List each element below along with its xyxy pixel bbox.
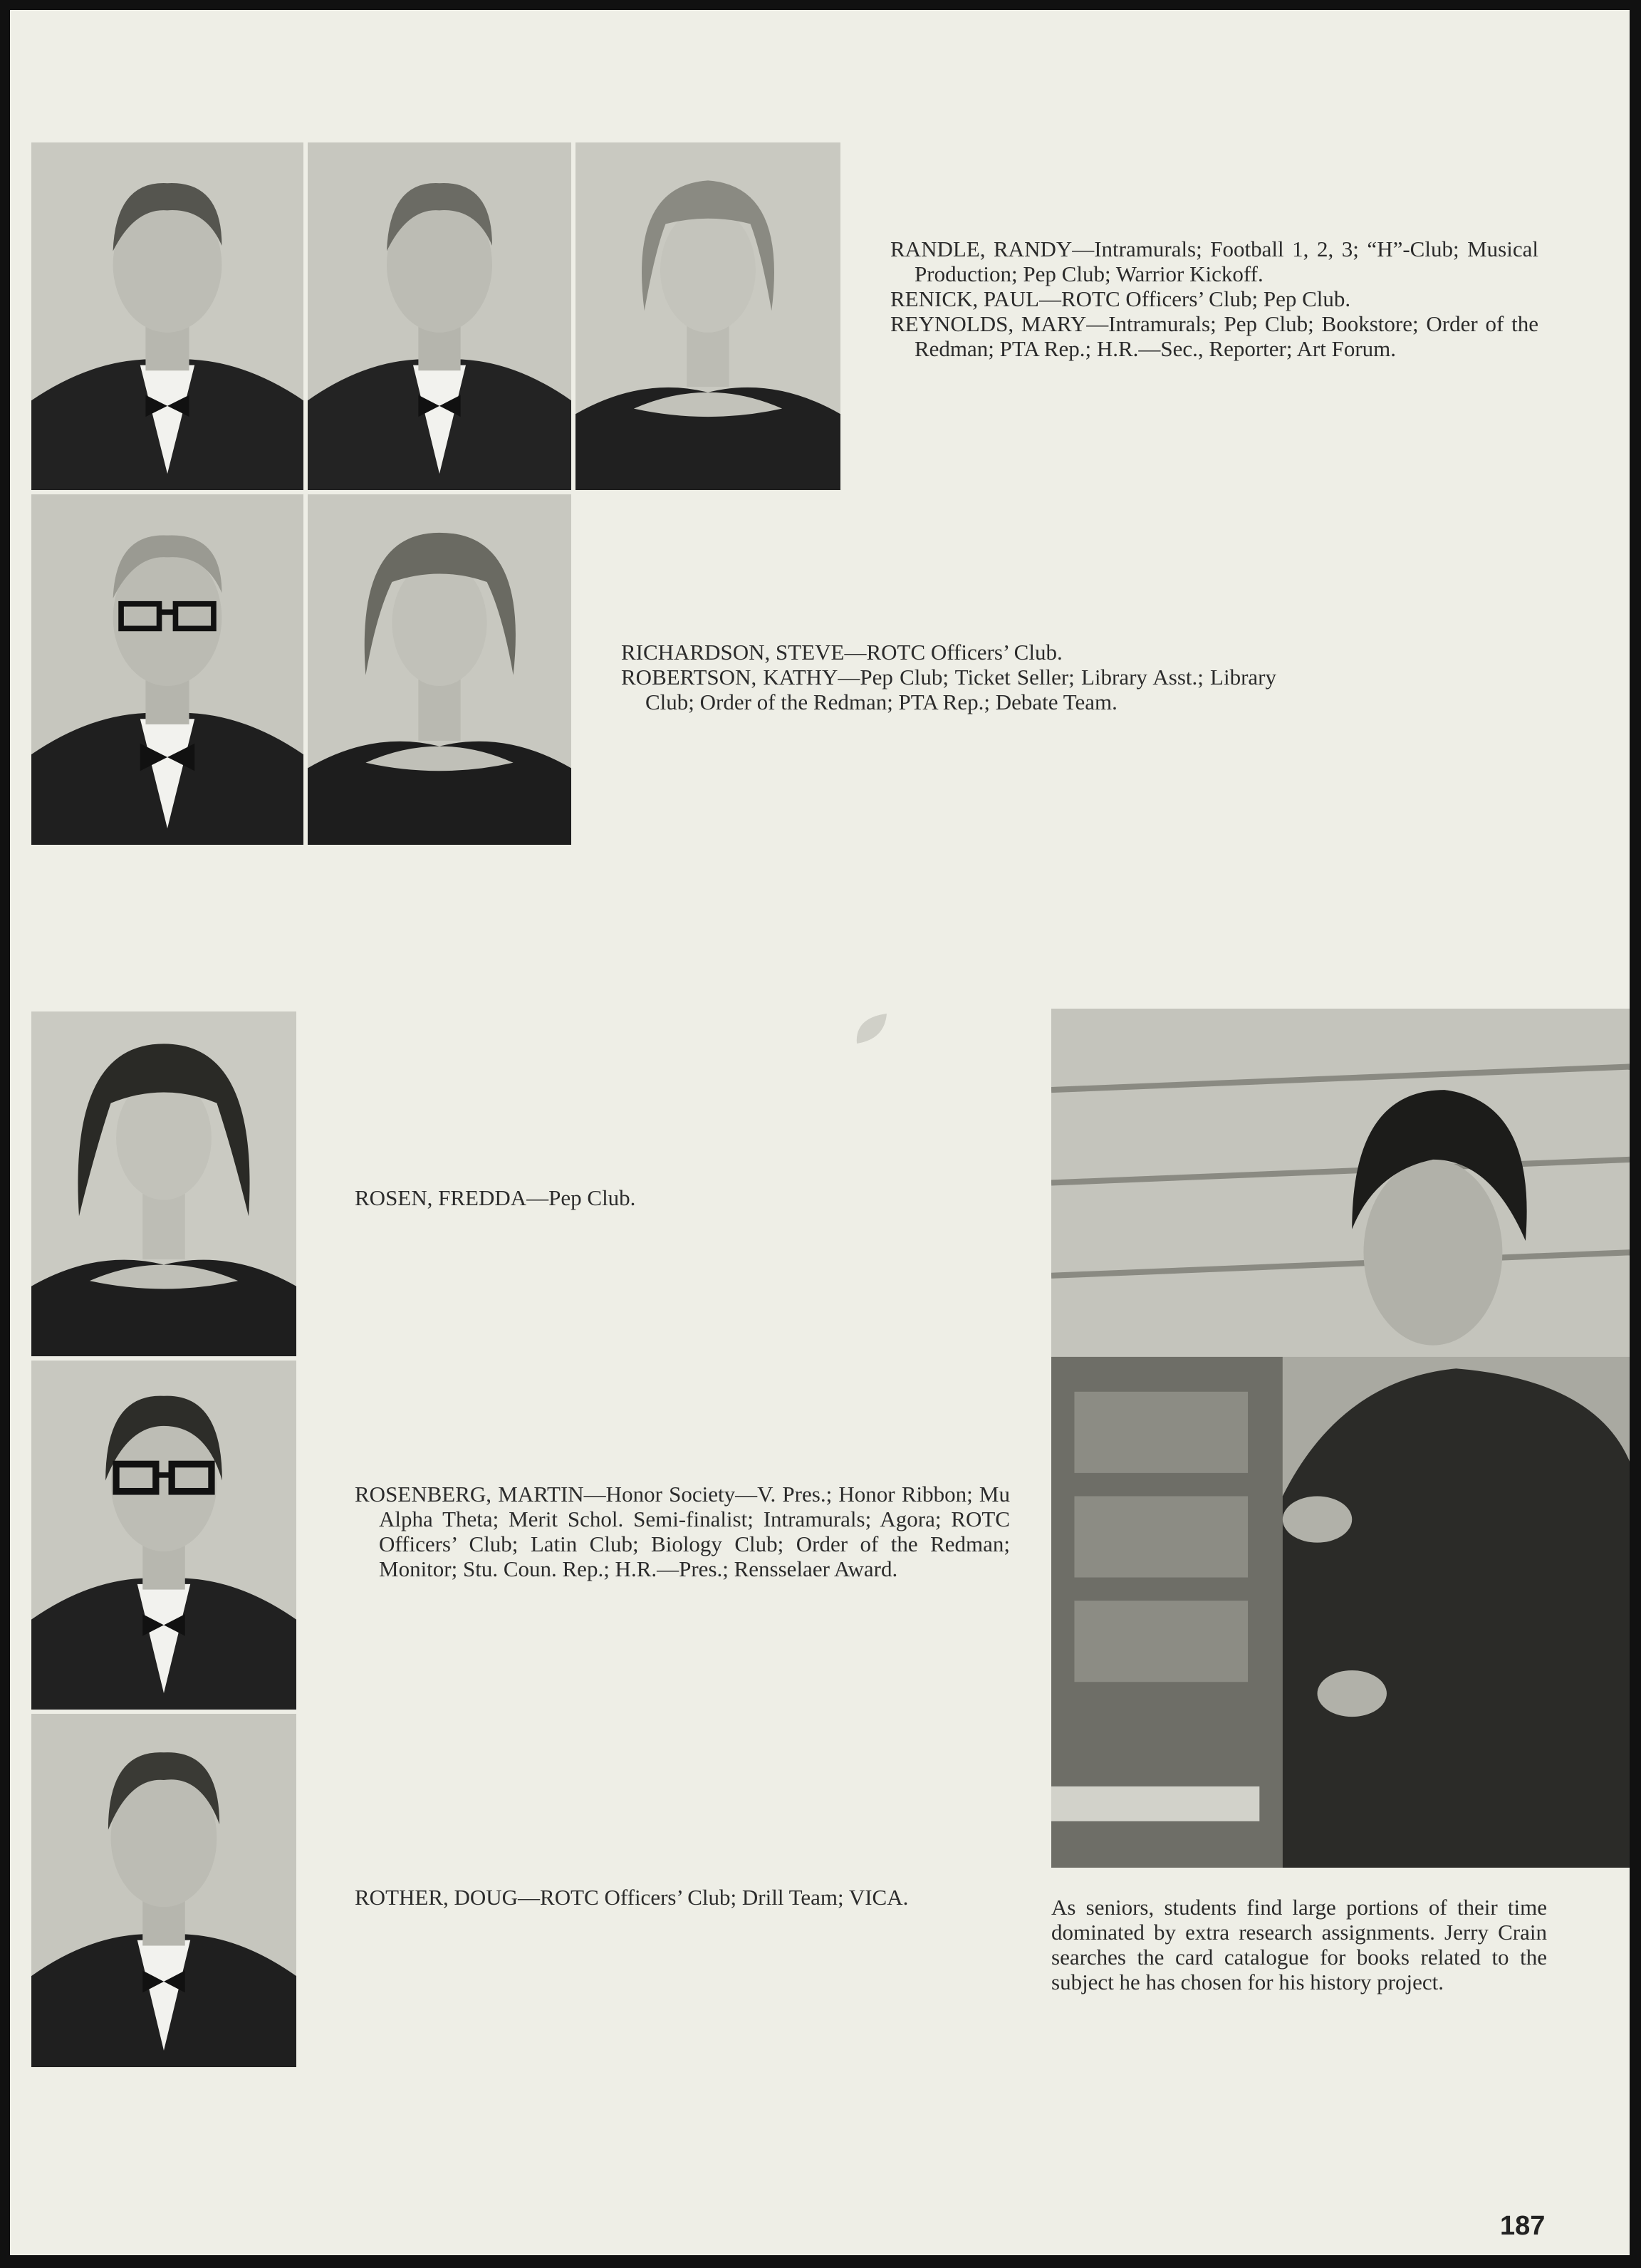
leaf-mark-icon: [850, 1007, 893, 1050]
entry-reynolds-mary: REYNOLDS, MARY—Intramurals; Pep Club; Bookstore; Order of the Redman; PTA Rep.; H.R.—Sec., Reporter; Art Forum.: [890, 311, 1538, 361]
entry-randle-randy: RANDLE, RANDY—Intramurals; Football 1, 2, 3; “H”-Club; Musical Production; Pep Club; Warrior Kickoff.: [890, 236, 1538, 286]
portrait-renick-paul: [308, 142, 571, 490]
portrait-richardson-steve: [31, 494, 303, 845]
entry-rosen-fredda: ROSEN, FREDDA—Pep Club.: [355, 1185, 636, 1210]
entries-group-3: [355, 1185, 1010, 1210]
photo-caption: [1051, 1895, 1547, 1994]
yearbook-page: [10, 10, 1630, 2255]
entry-richardson-steve: RICHARDSON, STEVE—ROTC Officers’ Club.: [621, 640, 1063, 665]
portrait-randle-randy: [31, 142, 303, 490]
portrait-rother-doug: [31, 1714, 296, 2067]
photo-caption-text: As seniors, students find large portions of their time dominated by extra research assignments. Jerry Crain searches the card catalogue for books related to the subject he has chosen for his history project.: [1051, 1895, 1547, 1994]
portrait-reynolds-mary: [575, 142, 840, 490]
candid-photo-card-catalogue: [1051, 1009, 1630, 1868]
entries-group-2: [621, 640, 1276, 714]
entry-rosenberg-martin: ROSENBERG, MARTIN—Honor Society—V. Pres.; Honor Ribbon; Mu Alpha Theta; Merit Schol. Semi-finalist; Intramurals; Agora; ROTC Officers’ Club; Latin Club; Biology Club; Order of the Redman; Monitor; Stu. Coun. Rep.; H.R.—Pres.; Rensselaer Award.: [355, 1482, 1010, 1581]
portrait-rosen-fredda: [31, 1011, 296, 1356]
portrait-rosenberg-martin: [31, 1361, 296, 1710]
entries-group-4: [355, 1482, 1010, 1581]
entry-rother-doug: ROTHER, DOUG—ROTC Officers’ Club; Drill Team; VICA.: [355, 1885, 909, 1910]
entry-renick-paul: RENICK, PAUL—ROTC Officers’ Club; Pep Club.: [890, 286, 1351, 311]
page-number: 187: [1500, 2211, 1546, 2241]
entries-group-5: [355, 1885, 1010, 1910]
entry-robertson-kathy: ROBERTSON, KATHY—Pep Club; Ticket Seller; Library Asst.; Library Club; Order of the Redman; PTA Rep.; Debate Team.: [621, 665, 1276, 714]
portrait-robertson-kathy: [308, 494, 571, 845]
entries-group-1: [890, 236, 1538, 361]
